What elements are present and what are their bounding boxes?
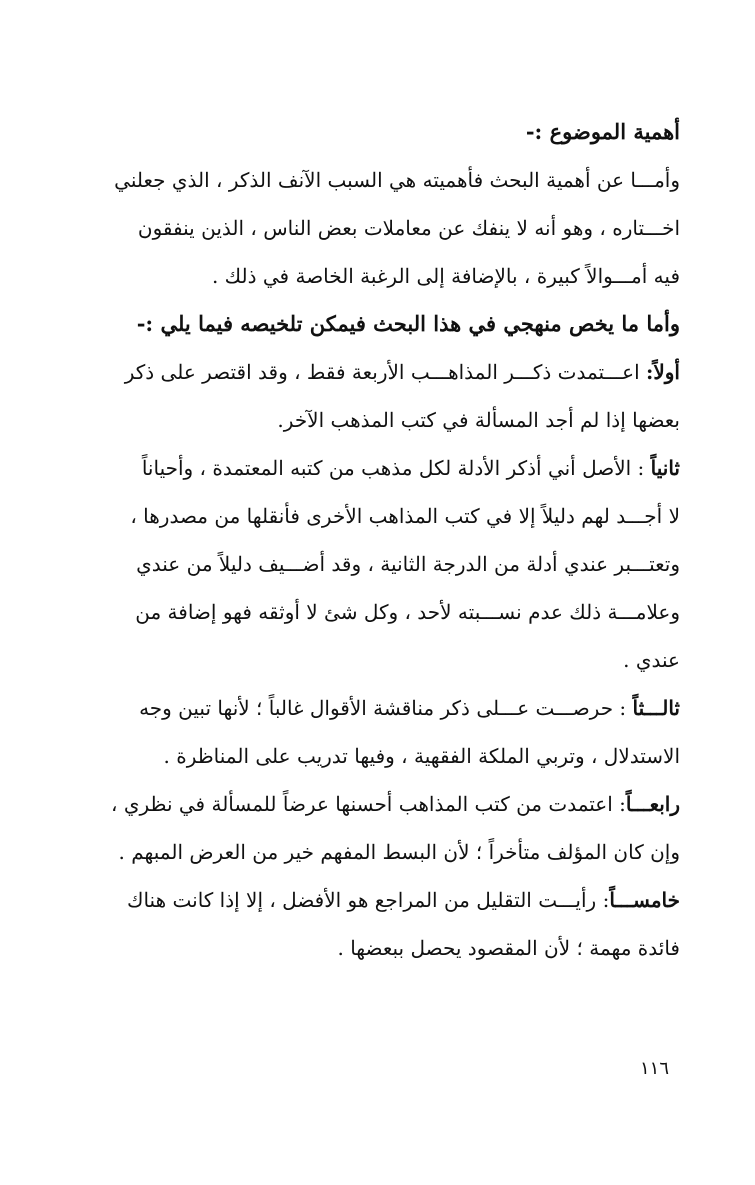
paragraph-line: وأمـــا عن أهمية البحث فأهميته هي السبب الآنف الذكر ، الذي جعلني (114, 168, 680, 192)
section-heading-importance: أهمية الموضوع :- (525, 119, 680, 144)
point-second-line-2: لا أجـــد لهم دليلاً إلا في كتب المذاهب الأخرى فأنقلها من مصدرها ، (130, 504, 680, 528)
point-fourth-text: : اعتمدت من كتب المذاهب أحسنها عرضاً للمسألة في نظري ، (111, 792, 626, 816)
point-first-text: اعـــتمدت ذكـــر المذاهـــب الأربعة فقط ، وقد اقتصر على ذكر (124, 360, 646, 384)
point-first-lead: أولاً: (645, 360, 680, 384)
point-second-line-5: عندي . (623, 648, 680, 672)
point-third-line-2: الاستدلال ، وتربي الملكة الفقهية ، وفيها تدريب على المناظرة . (163, 744, 680, 768)
point-third-lead: ثالـــثاً (632, 696, 680, 720)
point-second-lead: ثانياً (650, 456, 680, 480)
point-second-line-4: وعلامـــة ذلك عدم نســـبته لأحد ، وكل شئ لا أوثقه فهو إضافة من (135, 600, 680, 624)
point-first-line-2: بعضها إذا لم أجد المسألة في كتب المذهب الآخر. (277, 408, 680, 432)
page-number: ١١٦ (639, 1058, 669, 1079)
body-text (76, 108, 680, 972)
point-second-line-1 (76, 444, 680, 492)
point-fifth-line-2: فائدة مهمة ؛ لأن المقصود يحصل ببعضها . (337, 936, 680, 960)
point-fifth-text: : رأيـــت التقليل من المراجع هو الأفضل ، إلا إذا كانت هناك (126, 888, 610, 912)
point-first-line-1 (76, 348, 680, 396)
point-fourth-line-1 (76, 780, 680, 828)
point-second-line-3: وتعتـــبر عندي أدلة من الدرجة الثانية ، وقد أضـــيف دليلاً من عندي (136, 552, 680, 576)
point-fourth-line-2: وإن كان المؤلف متأخراً ؛ لأن البسط المفهم خير من العرض المبهم . (118, 840, 680, 864)
point-fifth-lead: خامســـاً (609, 888, 680, 912)
point-third-line-1 (76, 684, 680, 732)
point-fifth-line-1 (76, 876, 680, 924)
section-heading-methodology: وأما ما يخص منهجي في هذا البحث فيمكن تلخيصه فيما يلي :- (136, 311, 680, 336)
point-third-text: : حرصـــت عـــلى ذكر مناقشة الأقوال غالباً ؛ لأنها تبين وجه (139, 696, 633, 720)
paragraph-line: فيه أمـــوالاً كبيرة ، بالإضافة إلى الرغبة الخاصة في ذلك . (211, 264, 680, 288)
point-second-text: : الأصل أني أذكر الأدلة لكل مذهب من كتبه المعتمدة ، وأحياناً (141, 456, 651, 480)
paragraph-line: اخـــتاره ، وهو أنه لا ينفك عن معاملات بعض الناس ، الذين ينفقون (137, 216, 680, 240)
point-fourth-lead: رابعـــاً (625, 792, 680, 816)
